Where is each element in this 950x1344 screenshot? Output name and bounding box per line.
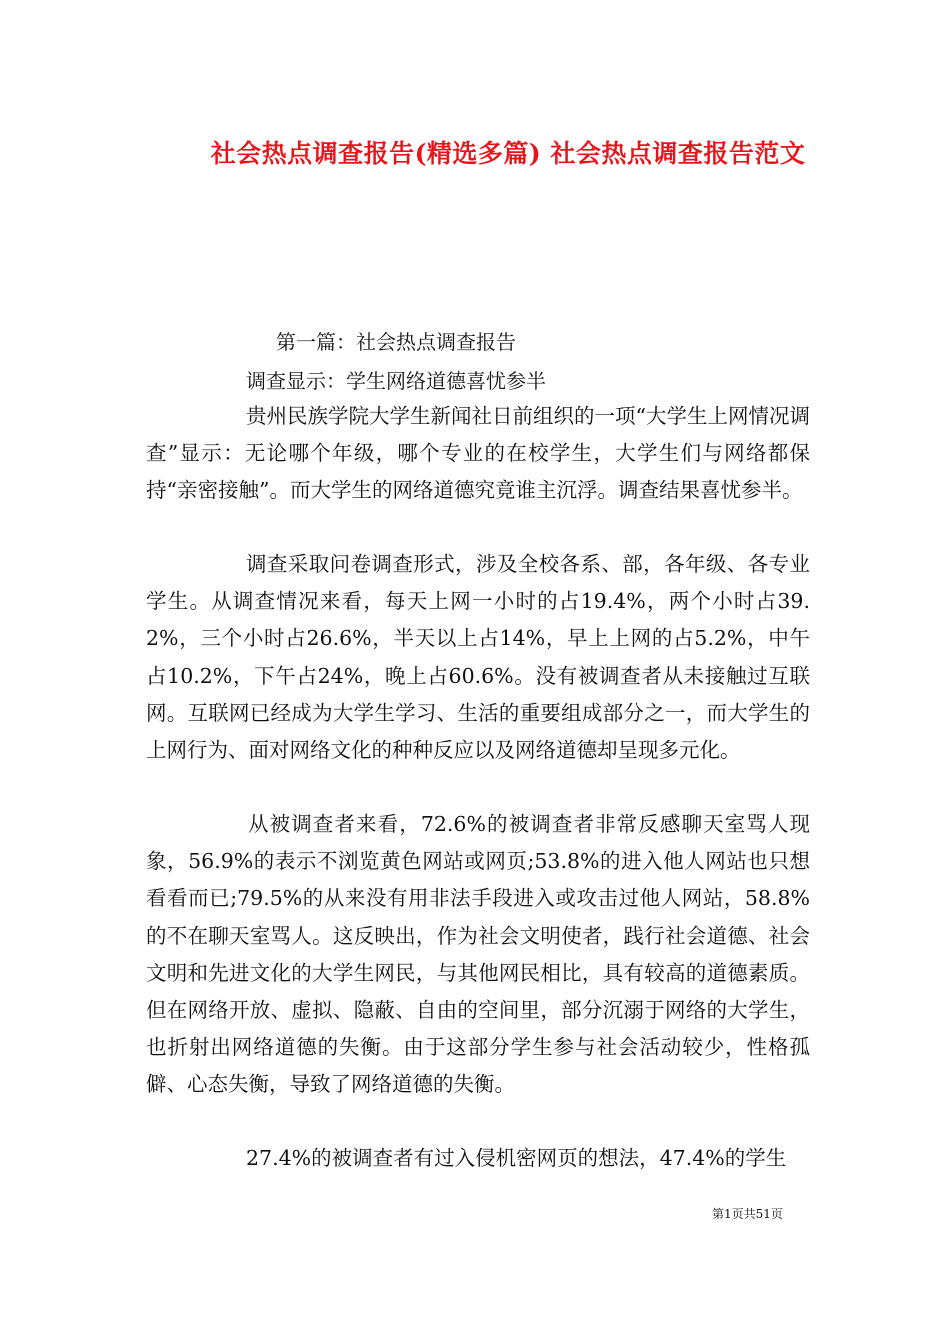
body-paragraph-1: 贵州民族学院大学生新闻社日前组织的一项“大学生上网情况调查”显示：无论哪个年级，哪个专业的在校学生，大学生们与网络都保持“亲密接触”。而大学生的网络道德究竟谁主沉浮。调查结果喜忧参半。 — [146, 404, 810, 503]
body-paragraph-4: 27.4%的被调查者有过入侵机密网页的想法，47.4%的学生 — [246, 1146, 787, 1170]
section-heading: 第一篇：社会热点调查报告 — [276, 330, 516, 354]
page-title: 社会热点调查报告(精选多篇) 社会热点调查报告范文 — [210, 139, 806, 168]
body-paragraph-2: 调查采取问卷调查形式，涉及全校各系、部，各年级、各专业学生。从调查情况来看，每天上网一小时的占19.4%，两个小时占39.2%，三个小时占26.6%，半天以上占14%，早上上网的占5.2%，中午占10.2%，下午占24%，晚上占60.6%。没有被调查者从未接触过互联网。互联网已经成为大学生学习、生活的重要组成部分之一，而大学生的上网行为、面对网络文化的种种反应以及网络道德却呈现多元化。 — [146, 552, 810, 763]
sub-heading: 调查显示：学生网络道德喜忧参半 — [246, 369, 546, 393]
page-footer: 第1页共51页 — [712, 1207, 783, 1221]
body-paragraph-3: 从被调查者来看，72.6%的被调查者非常反感聊天室骂人现象，56.9%的表示不浏览黄色网站或网页;53.8%的进入他人网站也只想看看而已;79.5%的从来没有用非法手段进入或攻击过他人网站，58.8%的不在聊天室骂人。这反映出，作为社会文明使者，践行社会道德、社会文明和先进文化的大学生网民，与其他网民相比，具有较高的道德素质。但在网络开放、虚拟、隐蔽、自由的空间里，部分沉溺于网络的大学生，也折射出网络道德的失衡。由于这部分学生参与社会活动较少，性格孤僻、心态失衡，导致了网络道德的失衡。 — [146, 812, 810, 1097]
